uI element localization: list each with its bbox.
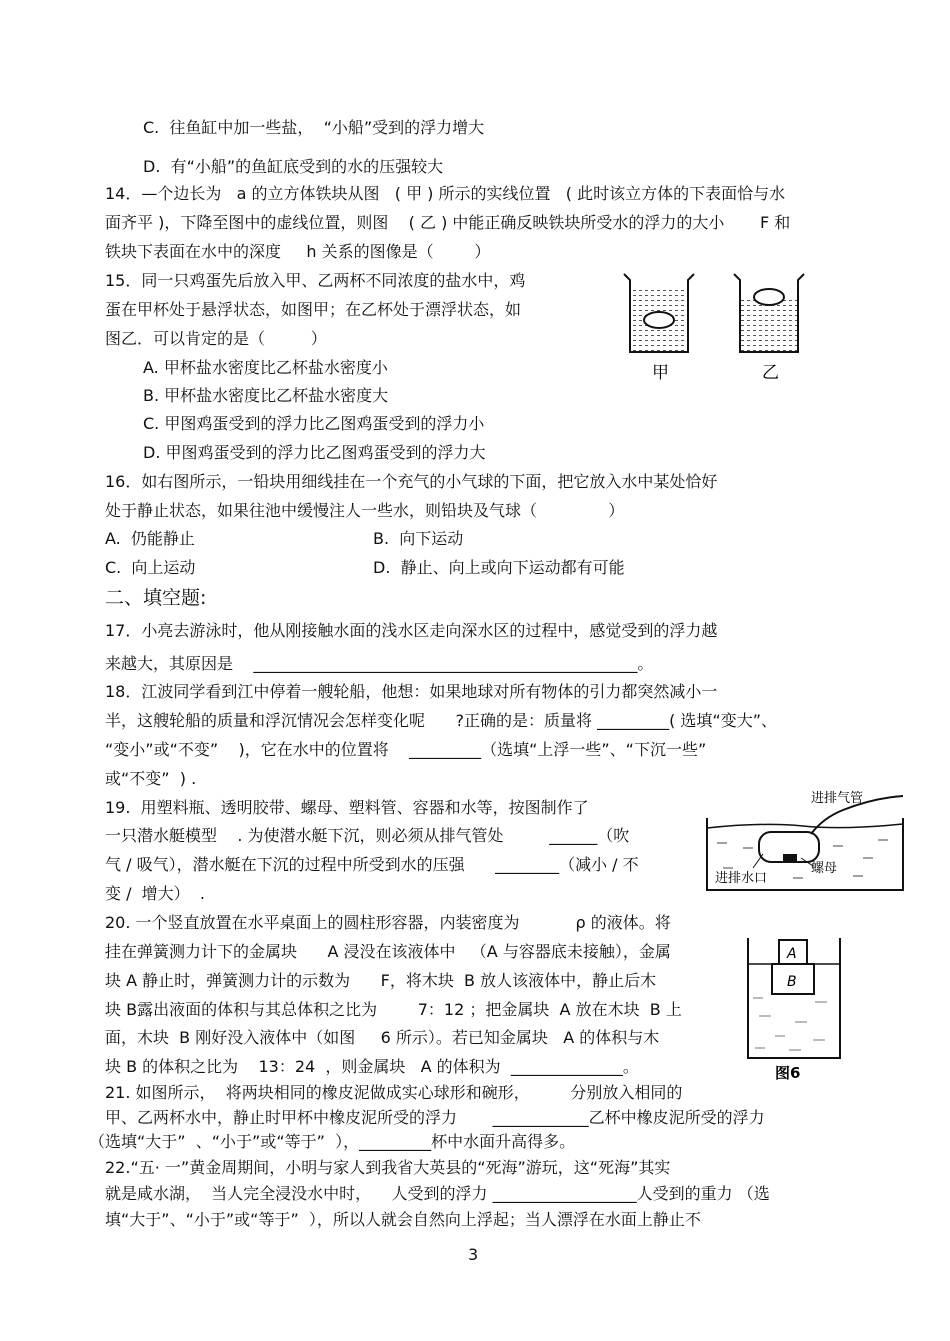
q16-option-c: C. 向上运动 — [105, 558, 196, 577]
question-21-line-3: （选填“大于” 、“小于”或“等于” ），_________杯中水面升高得多。 — [89, 1132, 576, 1151]
beaker-yi — [734, 274, 804, 352]
q16-option-a: A. 仍能静止 — [105, 529, 195, 548]
block-b-label: B — [787, 974, 797, 990]
question-18-line-2: 半，这艘轮船的质量和浮沉情况会怎样变化呢 ?正确的是：质量将 _________( 选填“变大”、 — [105, 711, 778, 730]
question-18-line-1: 18．江波同学看到江中停着一艘轮船，他想：如果地球对所有物体的引力都突然减小一 — [105, 682, 718, 701]
question-20-line-2: 挂在弹簧测力计下的金属块 A 浸没在该液体中 （A 与容器底未接触），金属 — [105, 942, 671, 961]
question-22-line-3: 填“大于”、“小于”或“等于” ），所以人就会自然向上浮起；当人漂浮在水面上静止不 — [105, 1210, 701, 1229]
figure-6 — [745, 936, 845, 1084]
q15-option-b: B. 甲杯盐水密度比乙杯盐水密度大 — [143, 386, 389, 405]
block-a-label: A — [787, 946, 797, 962]
submarine-figure — [703, 788, 908, 898]
question-16-line-1: 16．如右图所示，一铅块用细线挂在一个充气的小气球的下面，把它放入水中某处恰好 — [105, 472, 718, 491]
exhaust-pipe-label: 进排气管 — [811, 791, 864, 806]
question-20-line-6: 块 B 的体积之比为 13：24 ，则金属块 A 的体积为 ______________。 — [105, 1057, 639, 1076]
question-18-line-4: 或“不变” ) . — [105, 769, 197, 788]
question-22-line-1: 22.“五· 一”黄金周期间，小明与家人到我省大英县的“死海”游玩，这“死海”其实 — [105, 1158, 671, 1177]
question-14-line-3: 铁块下表面在水中的深度 h 关系的图像是（ ） — [105, 242, 491, 261]
question-19-line-4: 变 / 增大） . — [105, 884, 205, 903]
question-14-line-1: 14．—个边长为 a 的立方体铁块从图 ( 甲 ) 所示的实线位置 ( 此时该立方体的下表面恰与水 — [105, 184, 786, 203]
q15-option-c: C. 甲图鸡蛋受到的浮力比乙图鸡蛋受到的浮力小 — [143, 414, 485, 433]
question-20-line-5: 面，木块 B 刚好没入液体中（如图 6 所示）。若已知金属块 A 的体积与木 — [105, 1028, 660, 1047]
question-20-line-4: 块 B露出液面的体积与其总体积之比为 7：12 ；把金属块 A 放在木块 B 上 — [105, 1000, 682, 1019]
beaker-figure — [620, 268, 810, 386]
egg-suspended — [644, 312, 674, 328]
egg-floating — [754, 289, 784, 305]
question-20-line-1: 20. 一个竖直放置在水平桌面上的圆柱形容器，内装密度为 ρ 的液体。将 — [105, 913, 671, 932]
question-15-line-3: 图乙．可以肯定的是（ ） — [105, 329, 327, 348]
question-21-line-1: 21. 如图所示， 将两块相同的橡皮泥做成实心球形和碗形， 分别放入相同的 — [105, 1083, 683, 1102]
nut-label: 螺母 — [811, 861, 838, 876]
option-c: C. 往鱼缸中加一些盐， “小船”受到的浮力增大 — [143, 118, 485, 137]
beaker-jia — [624, 274, 694, 352]
section-heading-fill-in: 二、填空题: — [105, 587, 207, 609]
question-15-line-1: 15．同一只鸡蛋先后放入甲、乙两杯不同浓度的盐水中，鸡 — [105, 271, 526, 290]
page-number: 3 — [468, 1245, 479, 1264]
question-21-line-2: 甲、乙两杯水中，静止时甲杯中橡皮泥所受的浮力 ____________乙杯中橡皮泥所受的浮力 — [105, 1108, 765, 1127]
question-15-line-2: 蛋在甲杯处于悬浮状态，如图甲；在乙杯处于漂浮状态，如 — [105, 300, 522, 319]
q16-option-d: D. 静止、向上或向下运动都有可能 — [373, 558, 625, 577]
figure-6-caption: 图6 — [775, 1064, 801, 1082]
beaker-label-jia: 甲 — [652, 363, 669, 383]
q16-option-b: B. 向下运动 — [373, 529, 464, 548]
question-17-line-2: 来越大，其原因是 ________________________________________________。 — [105, 654, 654, 673]
nut-icon — [783, 854, 797, 862]
question-17-line-1: 17．小亮去游泳时，他从刚接触水面的浅水区走向深水区的过程中，感觉受到的浮力越 — [105, 621, 718, 640]
question-16-line-2: 处于静止状态，如果往池中缓慢注人一些水，则铅块及气球（ ） — [105, 501, 625, 520]
question-20-line-3: 块 A 静止时，弹簧测力计的示数为 F，将木块 B 放人该液体中，静止后木 — [105, 971, 657, 990]
beaker-label-yi: 乙 — [762, 363, 779, 383]
question-19-line-1: 19. 用塑料瓶、透明胶带、螺母、塑料管、容器和水等，按图制作了 — [105, 798, 589, 817]
question-22-line-2: 就是咸水湖， 当人完全浸没水中时， 人受到的浮力 __________________人受到的重力 （选 — [105, 1184, 770, 1203]
question-19-line-2: 一只潜水艇模型 . 为使潜水艇下沉，则必须从排气管处 ______（吹 — [105, 826, 630, 845]
water-inlet-label: 进排水口 — [715, 871, 768, 886]
q15-option-d: D. 甲图鸡蛋受到的浮力比乙图鸡蛋受到的浮力大 — [143, 443, 486, 462]
question-14-line-2: 面齐平 )，下降至图中的虚线位置，则图 ( 乙 ) 中能正确反映铁块所受水的浮力的大小 F 和 — [105, 213, 791, 232]
option-d: D. 有“小船”的鱼缸底受到的水的压强较大 — [143, 157, 444, 176]
q15-option-a: A. 甲杯盐水密度比乙杯盐水密度小 — [143, 358, 388, 377]
question-19-line-3: 气 / 吸气），潜水艇在下沉的过程中所受到水的压强 ________（减小 / 不 — [105, 855, 639, 874]
question-18-line-3: “变小”或“不变” )，它在水中的位置将 _________（选填“上浮一些”、“下沉一些” — [105, 740, 707, 759]
